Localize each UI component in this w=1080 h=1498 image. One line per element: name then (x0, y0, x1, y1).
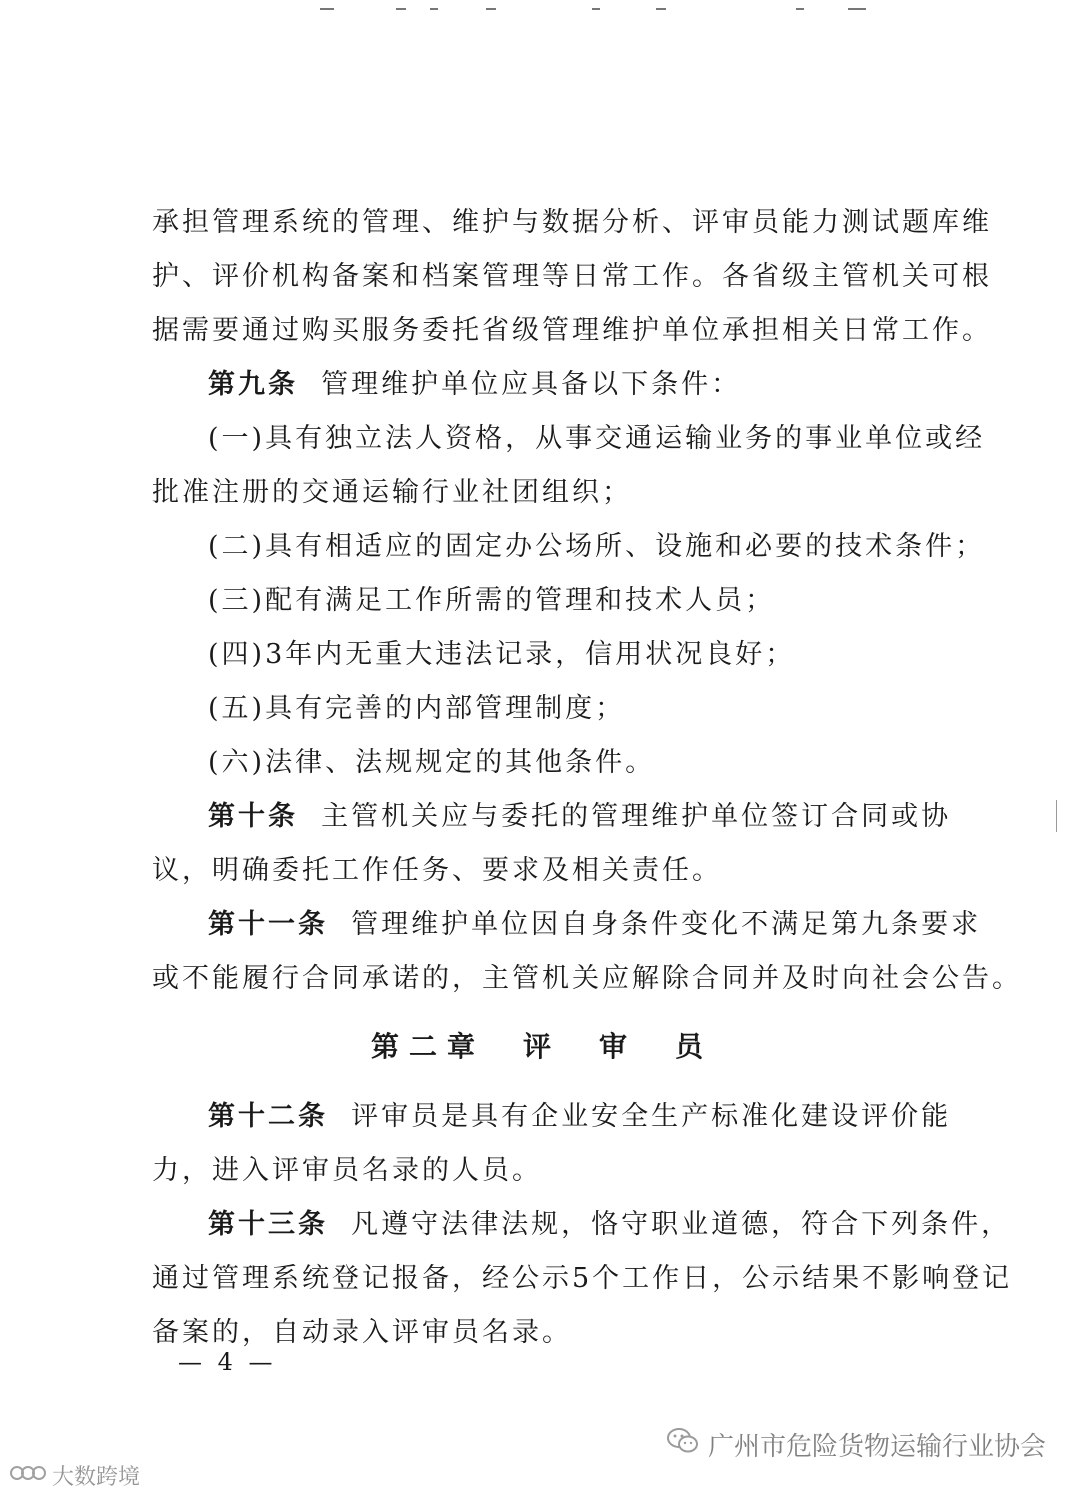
article-9 (152, 358, 932, 412)
list-item: (三)配有满足工作所需的管理和技术人员； (208, 585, 776, 616)
article-text: 凡遵守法律法规，恪守职业道德，符合下列条件， (351, 1209, 1012, 1240)
list-item: (六)法律、法规规定的其他条件。 (208, 747, 656, 778)
article-text: 主管机关应与委托的管理维护单位签订合同或协 (321, 801, 952, 832)
article-10 (152, 790, 952, 844)
article-11 (152, 898, 982, 952)
wechat-icon (666, 1427, 700, 1462)
list-item: (五)具有完善的内部管理制度； (208, 693, 626, 724)
article-continuation: 议，明确委托工作任务、要求及相关责任。 (152, 855, 722, 886)
watermark-brand (8, 1460, 140, 1491)
watermark-text: 大数跨境 (52, 1465, 141, 1490)
article-label: 第十一条 (208, 909, 328, 940)
list-item: (二)具有相适应的固定办公场所、设施和必要的技术条件； (208, 531, 986, 562)
list-item: (一)具有独立法人资格，从事交通运输业务的事业单位或经 (208, 423, 986, 454)
article-label: 第十三条 (208, 1209, 328, 1240)
article-12 (152, 1090, 952, 1144)
article-continuation: 通过管理系统登记报备，经公示5个工作日，公示结果不影响登记 (152, 1263, 1013, 1294)
paragraph-line: 据需要通过购买服务委托省级管理维护单位承担相关日常工作。 (152, 315, 992, 346)
article-label: 第十二条 (208, 1101, 328, 1132)
page-number: — 4 — (178, 1348, 277, 1376)
article-text: 评审员是具有企业安全生产标准化建设评价能 (351, 1101, 952, 1132)
scan-margin-mark (1056, 800, 1057, 832)
article-continuation: 或不能履行合同承诺的，主管机关应解除合同并及时向社会公告。 (152, 963, 1022, 994)
paragraph-line: 护、评价机构备案和档案管理等日常工作。各省级主管机关可根 (152, 261, 992, 292)
article-label: 第九条 (208, 369, 298, 400)
list-item-continuation: 批准注册的交通运输行业社团组织； (152, 477, 632, 508)
watermark-source (666, 1426, 1046, 1463)
paragraph-line: 承担管理系统的管理、维护与数据分析、评审员能力测试题库维 (152, 207, 992, 238)
article-label: 第十条 (208, 801, 298, 832)
watermark-text: 广州市危险货物运输行业协会 (707, 1432, 1046, 1462)
document-body (152, 196, 1022, 1360)
article-continuation: 备案的，自动录入评审员名录。 (152, 1317, 572, 1348)
chapter-title: 第二章 评 审 员 (370, 1030, 713, 1063)
brand-logo-icon (8, 1461, 48, 1491)
list-item: (四)3年内无重大违法记录，信用状况良好； (208, 639, 796, 670)
scan-artifacts (320, 8, 880, 18)
article-continuation: 力，进入评审员名录的人员。 (152, 1155, 542, 1186)
article-13 (152, 1198, 1012, 1252)
article-text: 管理维护单位因自身条件变化不满足第九条要求 (351, 909, 982, 940)
article-text: 管理维护单位应具备以下条件： (321, 369, 742, 400)
